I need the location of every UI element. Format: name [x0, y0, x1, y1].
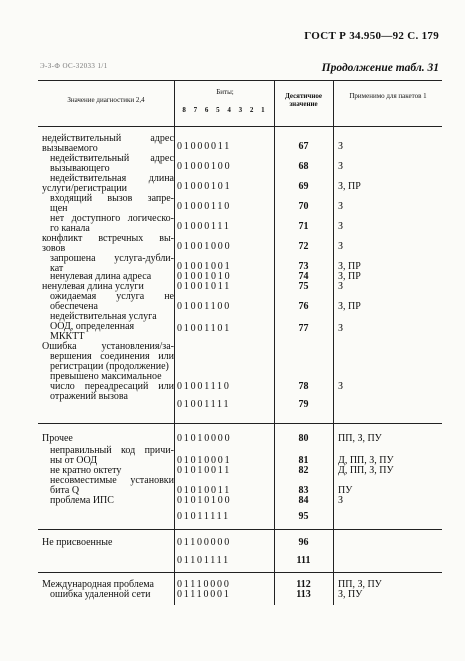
row-bits: 01100000 [177, 537, 232, 548]
row-decimal: 112 [296, 579, 311, 590]
row-name-line: щен [50, 203, 68, 214]
row-bits: 01001101 [177, 323, 232, 334]
row-decimal: 83 [298, 485, 309, 496]
row-name-line: число переадресаций или [50, 381, 174, 392]
row-name-line: недействительная услуга [50, 311, 157, 322]
column-header-name [40, 96, 172, 104]
row-name-line: ООД, определенная [50, 321, 135, 332]
column-divider-2 [274, 80, 275, 605]
row-name-line: неправильный код причи- [50, 445, 174, 456]
row-bits: 01110000 [177, 579, 231, 590]
row-packets: З [338, 201, 344, 212]
row-bits: 01110001 [177, 589, 231, 600]
row-decimal: 69 [298, 181, 309, 192]
row-name-line: превышено максимальное [50, 371, 162, 382]
row-name-line: бита Q [50, 485, 80, 496]
row-name-line: ненулевая длина адреса [50, 271, 152, 282]
row-name-line: вершения соединения или [50, 351, 174, 362]
row-name-line: вызывающего [50, 163, 110, 174]
row-decimal: 74 [298, 271, 309, 282]
row-name-line: ненулевая длина услуги [42, 281, 144, 292]
row-name-line: зовов [42, 243, 66, 254]
row-decimal: 73 [298, 261, 309, 272]
row-bits: 01001010 [177, 271, 232, 282]
row-name-line: Международная проблема [42, 579, 154, 590]
row-packets: Д, ПП, З, ПУ [338, 465, 394, 476]
row-name-line: ны от ООД [50, 455, 98, 466]
row-name-line: не кратно октету [50, 465, 122, 476]
page-header-standard: ГОСТ Р 34.950—92 С. 179 [304, 30, 439, 42]
row-name-line: Прочее [42, 433, 73, 444]
row-name-line: несовместимые установки [50, 475, 174, 486]
row-bits: 01001000 [177, 241, 232, 252]
row-packets: З [338, 241, 344, 252]
row-decimal: 113 [296, 589, 311, 600]
row-packets: З [338, 381, 344, 392]
row-decimal: 67 [298, 141, 309, 152]
column-header-bits-title: Биты; [216, 88, 234, 96]
row-decimal: 68 [298, 161, 309, 172]
row-bits: 01010011 [177, 485, 232, 496]
row-packets: Д, ПП, З, ПУ [338, 455, 394, 466]
row-name-line: входящий вызов запре- [50, 193, 174, 204]
group-separator-1 [38, 423, 442, 424]
table-top-border [38, 80, 442, 81]
row-bits: 01000100 [177, 161, 232, 172]
row-packets: З, ПР [338, 271, 361, 282]
row-packets: З [338, 495, 344, 506]
row-packets: З, ПР [338, 261, 361, 272]
row-bits: 01010000 [177, 433, 232, 444]
group-separator-3 [38, 572, 442, 573]
row-packets: З, ПР [338, 181, 361, 192]
row-decimal: 79 [298, 399, 309, 410]
row-name-line: запрошена услуга-дубли- [50, 253, 174, 264]
row-bits: 01001100 [177, 301, 232, 312]
row-packets: З [338, 281, 344, 292]
row-name-line: ошибка удаленной сети [50, 589, 151, 600]
row-bits: 01011111 [177, 511, 230, 522]
column-divider-3 [333, 80, 334, 605]
row-name-line: проблема ИПС [50, 495, 114, 506]
row-decimal: 78 [298, 381, 309, 392]
column-header-bits-numbers: 8 7 6 5 4 3 2 1 [182, 106, 268, 114]
row-packets: ПУ [338, 485, 353, 496]
row-decimal: 111 [296, 555, 311, 566]
row-name-line: Ошибка установления/за- [42, 341, 174, 352]
row-bits: 01000111 [177, 221, 231, 232]
table-continuation-label: Продолжение табл. 31 [321, 62, 439, 74]
row-decimal: 80 [298, 433, 309, 444]
row-decimal: 72 [298, 241, 309, 252]
row-decimal: 71 [298, 221, 309, 232]
column-header-bits [176, 88, 274, 114]
row-packets: З [338, 323, 344, 334]
row-bits: 01010011 [177, 465, 232, 476]
row-name-line: нет доступного логическо- [50, 213, 174, 224]
row-name-line: ожидаемая услуга не [50, 291, 174, 302]
row-decimal: 95 [298, 511, 309, 522]
header-bottom-border [38, 126, 442, 127]
row-bits: 01010001 [177, 455, 232, 466]
row-packets: ПП, З, ПУ [338, 579, 382, 590]
row-name-line: услуги/регистрации [42, 183, 127, 194]
row-bits: 01001111 [177, 399, 231, 410]
row-decimal: 77 [298, 323, 309, 334]
column-header-applicable: Применимо для пакетов 1 [349, 92, 427, 100]
row-name-line: недействительный адрес [42, 133, 174, 144]
row-name-line: отражений вызова [50, 391, 128, 402]
column-divider-1 [174, 80, 175, 605]
row-name-line: регистрации (продолжение) [50, 361, 169, 372]
row-name-line: вызываемого [42, 143, 98, 154]
row-decimal: 84 [298, 495, 309, 506]
column-header-name-text: Значение диагностики 2,4 [67, 96, 145, 104]
archive-stamp: Э-З-Ф ОС-32033 1/1 [40, 62, 108, 70]
row-bits: 01001001 [177, 261, 232, 272]
row-name-line: недействительная длина [50, 173, 174, 184]
row-decimal: 75 [298, 281, 309, 292]
column-header-decimal: Десятичное значение [284, 92, 323, 108]
row-name-line: Не присвоенные [42, 537, 113, 548]
row-bits: 01000101 [177, 181, 232, 192]
row-name-line: обеспечена [50, 301, 98, 312]
row-bits: 01001110 [177, 381, 231, 392]
row-packets: З, ПР [338, 301, 361, 312]
row-packets: ПП, З, ПУ [338, 433, 382, 444]
row-name-line: МККТТ [50, 331, 85, 342]
row-packets: З [338, 141, 344, 152]
row-decimal: 70 [298, 201, 309, 212]
row-bits: 01010100 [177, 495, 232, 506]
row-packets: З [338, 221, 344, 232]
row-name-line: недействительный адрес [50, 153, 174, 164]
row-packets: З, ПУ [338, 589, 363, 600]
row-bits: 01101111 [177, 555, 230, 566]
row-decimal: 76 [298, 301, 309, 312]
row-name-line: го канала [50, 223, 90, 234]
row-bits: 01000110 [177, 201, 232, 212]
row-name-line: кат [50, 263, 64, 274]
row-packets: З [338, 161, 344, 172]
group-separator-2 [38, 529, 442, 530]
row-decimal: 82 [298, 465, 309, 476]
row-bits: 01000011 [177, 141, 232, 152]
row-name-line: конфликт встречных вы- [42, 233, 174, 244]
row-bits: 01001011 [177, 281, 232, 292]
row-decimal: 96 [298, 537, 309, 548]
row-decimal: 81 [298, 455, 309, 466]
